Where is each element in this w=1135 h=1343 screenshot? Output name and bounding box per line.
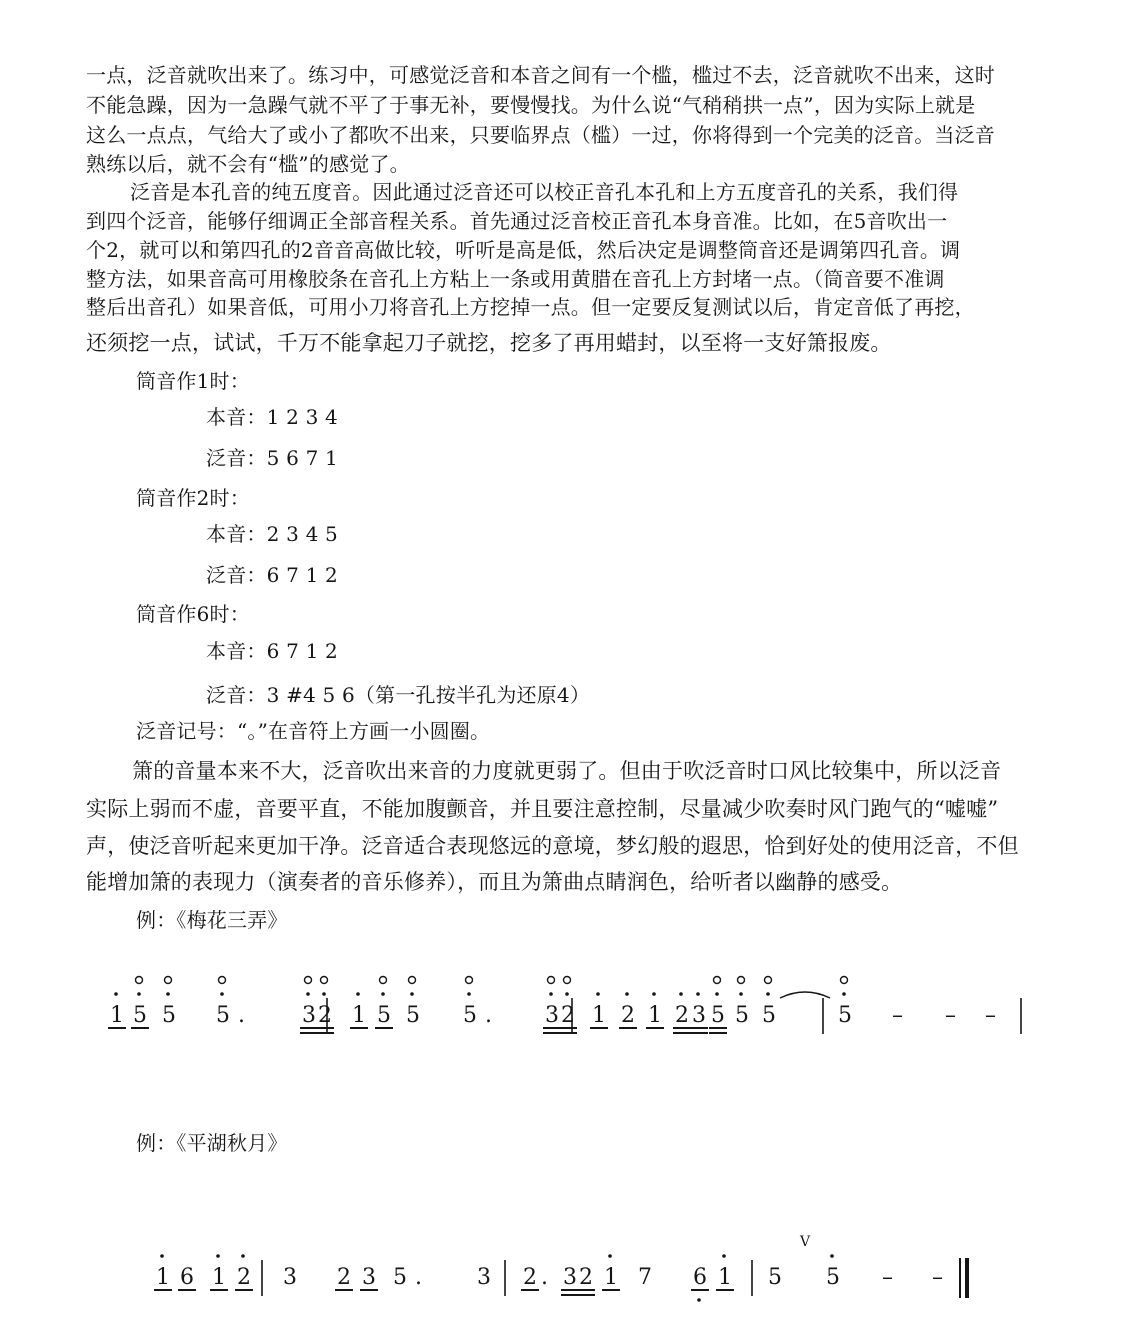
note-2: 2 [621, 1003, 635, 1028]
extension-dash: – [892, 1003, 903, 1028]
note-1: 1 [592, 1003, 606, 1028]
harmonic-circle [305, 977, 312, 984]
text-line: 还须挖一点，试试，千万不能拿起刀子就挖，挖多了再用蜡封，以至将一支好箫报废。 [86, 331, 892, 355]
octave-dot-above [160, 1254, 164, 1258]
harmonic-circle [564, 977, 571, 984]
note-6: 6 [180, 1265, 194, 1290]
tuning-ben: 本音：2 3 4 5 [206, 522, 338, 546]
note-2: 2 [318, 1003, 332, 1028]
example-label: 例：《梅花三弄》 [136, 908, 288, 932]
text-line: 到四个泛音，能够仔细调正全部音程关系。首先通过泛音校正音孔本身音准。比如，在5音吹出一 [86, 209, 948, 233]
note-2: 2 [561, 1003, 575, 1028]
note-2: 2 [237, 1265, 251, 1290]
octave-dot-above [467, 992, 471, 996]
octave-dot-above [608, 1254, 612, 1258]
text-line: 个2，就可以和第四孔的2音音高做比较，听听是高是低，然后决定是调整筒音还是调第四孔音。调 [86, 238, 961, 262]
note-2: 2 [579, 1265, 593, 1290]
note-5: 5 [838, 1003, 852, 1028]
score-pinghu [0, 1220, 1135, 1330]
note-2: 2 [675, 1003, 689, 1028]
octave-dot-above [241, 1254, 245, 1258]
tuning-ben: 本音：1 2 3 4 [206, 405, 338, 429]
tuning-fan: 泛音：5 6 7 1 [206, 446, 338, 470]
harmonic-circle [466, 977, 473, 984]
extension-dash: – [945, 1003, 956, 1028]
octave-dot-above [739, 992, 743, 996]
note-1: 1 [718, 1265, 732, 1290]
note-5: 5 [406, 1003, 420, 1028]
octave-dot-above [220, 992, 224, 996]
note-1: 1 [352, 1003, 366, 1028]
note-3: 3 [477, 1265, 491, 1290]
note-1: 1 [648, 1003, 662, 1028]
note-3: 3 [283, 1265, 297, 1290]
text-line: 一点，泛音就吹出来了。练习中，可感觉泛音和本音之间有一个槛，槛过不去，泛音就吹不出来，这时 [86, 63, 995, 87]
octave-dot-above [565, 992, 569, 996]
breath-mark: V [800, 1234, 811, 1250]
augmentation-dot: . [541, 1265, 548, 1290]
note-1: 1 [156, 1265, 170, 1290]
note-5: 5 [463, 1003, 477, 1028]
note-1: 1 [110, 1003, 124, 1028]
augmentation-dot: . [415, 1265, 422, 1290]
note-5: 5 [762, 1003, 776, 1028]
note-1: 1 [212, 1265, 226, 1290]
note-5: 5 [133, 1003, 147, 1028]
note-2: 2 [523, 1265, 537, 1290]
harmonic-circle [321, 977, 328, 984]
harmonic-circle [548, 977, 555, 984]
text-line: 泛音是本孔音的纯五度音。因此通过泛音还可以校正音孔本孔和上方五度音孔的关系，我们得 [130, 180, 959, 204]
octave-dot-above [322, 992, 326, 996]
augmentation-dot: . [485, 1003, 492, 1028]
octave-dot-above [306, 992, 310, 996]
symbol-note: 泛音记号：“。”在音符上方画一小圆圈。 [136, 719, 491, 743]
note-5: 5 [393, 1265, 407, 1290]
harmonic-circle [136, 977, 143, 984]
harmonic-circle [380, 977, 387, 984]
text-line: 声，使泛音听起来更加干净。泛音适合表现悠远的意境，梦幻般的遐思，恰到好处的使用泛音，不但 [86, 834, 1019, 858]
octave-dot-above [137, 992, 141, 996]
score-meihua [0, 960, 1135, 1070]
octave-dot-below [697, 1298, 701, 1302]
octave-dot-above [216, 1254, 220, 1258]
note-5: 5 [735, 1003, 749, 1028]
text-line: 整方法，如果音高可用橡胶条在音孔上方粘上一条或用黄腊在音孔上方封堵一点。（筒音要不准调 [86, 267, 945, 291]
octave-dot-above [596, 992, 600, 996]
octave-dot-above [696, 992, 700, 996]
tuning-heading: 筒音作1时： [136, 369, 250, 393]
tuning-fan: 泛音：6 7 1 2 [206, 563, 338, 587]
harmonic-circle [738, 977, 745, 984]
note-7: 7 [638, 1265, 652, 1290]
octave-dot-above [166, 992, 170, 996]
octave-dot-above [679, 992, 683, 996]
note-5: 5 [162, 1003, 176, 1028]
example-label: 例：《平湖秋月》 [136, 1131, 288, 1155]
extension-dash: – [932, 1265, 943, 1290]
note-3: 3 [545, 1003, 559, 1028]
octave-dot-above [381, 992, 385, 996]
harmonic-circle [841, 977, 848, 984]
note-6: 6 [693, 1265, 707, 1290]
note-5: 5 [377, 1003, 391, 1028]
note-5: 5 [826, 1265, 840, 1290]
octave-dot-above [625, 992, 629, 996]
harmonic-circle [409, 977, 416, 984]
text-line: 不能急躁，因为一急躁气就不平了于事无补，要慢慢找。为什么说“气稍稍拱一点”，因为实际上就是 [86, 93, 976, 117]
note-5: 5 [216, 1003, 230, 1028]
octave-dot-above [652, 992, 656, 996]
note-2: 2 [337, 1265, 351, 1290]
text-line: 整后出音孔）如果音低，可用小刀将音孔上方挖掉一点。但一定要反复测试以后，肯定音低了再挖， [86, 295, 975, 319]
tuning-heading: 筒音作2时： [136, 486, 250, 510]
tie-arc [780, 992, 830, 998]
octave-dot-above [356, 992, 360, 996]
octave-dot-above [715, 992, 719, 996]
octave-dot-above [830, 1254, 834, 1258]
note-1: 1 [604, 1265, 618, 1290]
extension-dash: – [985, 1003, 996, 1028]
extension-dash: – [882, 1265, 893, 1290]
note-3: 3 [563, 1265, 577, 1290]
note-3: 3 [692, 1003, 706, 1028]
text-line: 能增加箫的表现力（演奏者的音乐修养），而且为箫曲点睛润色，给听者以幽静的感受。 [86, 870, 903, 894]
note-3: 3 [362, 1265, 376, 1290]
note-3: 3 [302, 1003, 316, 1028]
note-5: 5 [768, 1265, 782, 1290]
text-line: 实际上弱而不虚，音要平直，不能加腹颤音，并且要注意控制，尽量减少吹奏时风门跑气的“嘘嘘” [86, 797, 999, 821]
text-line: 箫的音量本来不大，泛音吹出来音的力度就更弱了。但由于吹泛音时口风比较集中，所以泛音 [132, 759, 1002, 783]
harmonic-circle [714, 977, 721, 984]
octave-dot-above [722, 1254, 726, 1258]
octave-dot-above [114, 992, 118, 996]
octave-dot-above [549, 992, 553, 996]
octave-dot-above [410, 992, 414, 996]
text-line: 这么一点点，气给大了或小了都吹不出来，只要临界点（槛）一过，你将得到一个完美的泛音。当泛音 [86, 123, 995, 147]
octave-dot-above [842, 992, 846, 996]
tuning-fan: 泛音：3 #4 5 6（第一孔按半孔为还原4） [206, 683, 591, 707]
harmonic-circle [165, 977, 172, 984]
tuning-ben: 本音：6 7 1 2 [206, 639, 338, 663]
text-line: 熟练以后，就不会有“槛”的感觉了。 [86, 152, 410, 176]
augmentation-dot: . [238, 1003, 245, 1028]
note-5: 5 [711, 1003, 725, 1028]
harmonic-circle [219, 977, 226, 984]
octave-dot-above [766, 992, 770, 996]
tuning-heading: 筒音作6时： [136, 602, 250, 626]
harmonic-circle [765, 977, 772, 984]
